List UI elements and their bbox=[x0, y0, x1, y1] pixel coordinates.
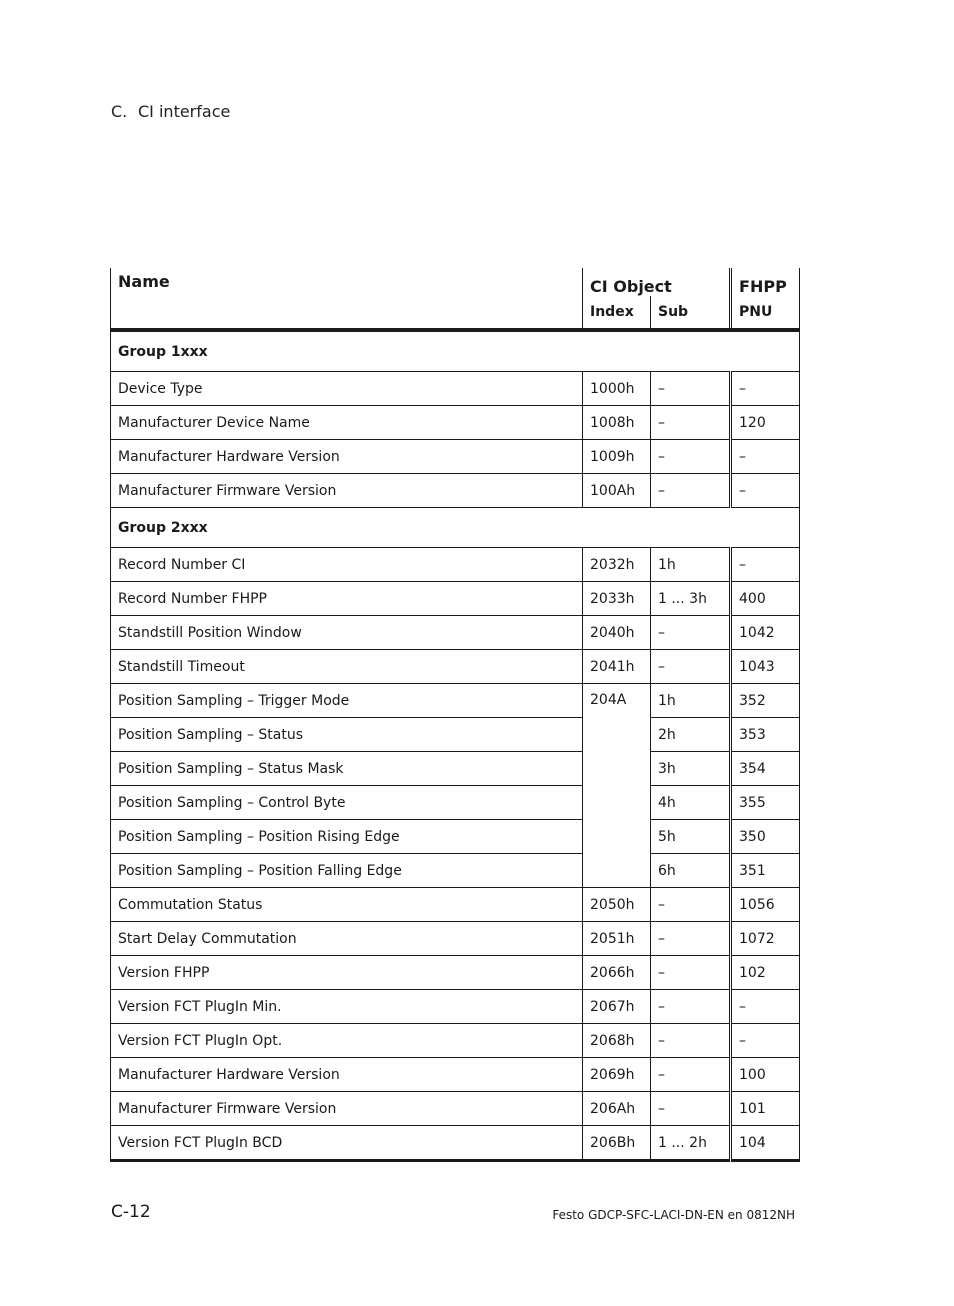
cell-pnu: 1043 bbox=[731, 650, 800, 684]
cell-pnu: 400 bbox=[731, 582, 800, 616]
cell-sub: – bbox=[651, 1058, 731, 1092]
cell-pnu: – bbox=[731, 1024, 800, 1058]
cell-sub: 3h bbox=[651, 752, 731, 786]
cell-name: Version FCT PlugIn BCD bbox=[111, 1126, 583, 1161]
table-row bbox=[111, 406, 800, 440]
cell-index: 2050h bbox=[583, 888, 651, 922]
cell-index: 2033h bbox=[583, 582, 651, 616]
ci-object-table bbox=[110, 268, 800, 1162]
cell-pnu: 1056 bbox=[731, 888, 800, 922]
table-row bbox=[111, 616, 800, 650]
group-label: Group 2xxx bbox=[111, 508, 800, 548]
cell-sub: – bbox=[651, 474, 731, 508]
cell-name: Manufacturer Hardware Version bbox=[111, 1058, 583, 1092]
section-number: C. bbox=[111, 102, 128, 121]
cell-sub: – bbox=[651, 440, 731, 474]
cell-pnu: 354 bbox=[731, 752, 800, 786]
table-row bbox=[111, 1058, 800, 1092]
cell-sub: 1h bbox=[651, 548, 731, 582]
header-pnu: PNU bbox=[731, 296, 800, 330]
cell-sub: – bbox=[651, 990, 731, 1024]
cell-name: Standstill Position Window bbox=[111, 616, 583, 650]
cell-sub: 1 ... 3h bbox=[651, 582, 731, 616]
cell-pnu: 104 bbox=[731, 1126, 800, 1161]
table-row bbox=[111, 1092, 800, 1126]
header-ci-object: CI Object bbox=[583, 268, 731, 296]
table-row bbox=[111, 990, 800, 1024]
cell-sub: – bbox=[651, 956, 731, 990]
cell-name: Position Sampling – Position Rising Edge bbox=[111, 820, 583, 854]
group-label: Group 1xxx bbox=[111, 330, 800, 372]
cell-sub: – bbox=[651, 616, 731, 650]
cell-sub: – bbox=[651, 888, 731, 922]
table-row bbox=[111, 820, 800, 854]
cell-name: Position Sampling – Position Falling Edge bbox=[111, 854, 583, 888]
cell-sub: 6h bbox=[651, 854, 731, 888]
cell-name: Record Number FHPP bbox=[111, 582, 583, 616]
cell-index: 206Bh bbox=[583, 1126, 651, 1161]
cell-pnu: 101 bbox=[731, 1092, 800, 1126]
cell-index: 2051h bbox=[583, 922, 651, 956]
table-row bbox=[111, 372, 800, 406]
cell-index: 204A bbox=[583, 684, 651, 888]
cell-name: Record Number CI bbox=[111, 548, 583, 582]
cell-name: Standstill Timeout bbox=[111, 650, 583, 684]
header-sub: Sub bbox=[651, 296, 731, 330]
cell-sub: – bbox=[651, 372, 731, 406]
cell-pnu: 102 bbox=[731, 956, 800, 990]
cell-index: 2068h bbox=[583, 1024, 651, 1058]
cell-pnu: 100 bbox=[731, 1058, 800, 1092]
cell-pnu: 1042 bbox=[731, 616, 800, 650]
cell-sub: – bbox=[651, 1024, 731, 1058]
cell-index: 2067h bbox=[583, 990, 651, 1024]
cell-name: Position Sampling – Status Mask bbox=[111, 752, 583, 786]
cell-sub: 1h bbox=[651, 684, 731, 718]
cell-name: Manufacturer Firmware Version bbox=[111, 474, 583, 508]
cell-pnu: 1072 bbox=[731, 922, 800, 956]
table-body bbox=[111, 330, 800, 1161]
cell-pnu: – bbox=[731, 474, 800, 508]
table-row bbox=[111, 684, 800, 718]
document-id: Festo GDCP-SFC-LACI-DN-EN en 0812NH bbox=[552, 1208, 795, 1222]
cell-pnu: 352 bbox=[731, 684, 800, 718]
header-index: Index bbox=[583, 296, 651, 330]
cell-index: 1008h bbox=[583, 406, 651, 440]
cell-index: 2040h bbox=[583, 616, 651, 650]
table-row bbox=[111, 650, 800, 684]
cell-name: Manufacturer Hardware Version bbox=[111, 440, 583, 474]
section-title: CI interface bbox=[138, 102, 231, 121]
cell-name: Manufacturer Firmware Version bbox=[111, 1092, 583, 1126]
table-row bbox=[111, 474, 800, 508]
cell-name: Device Type bbox=[111, 372, 583, 406]
table-row bbox=[111, 888, 800, 922]
cell-pnu: – bbox=[731, 372, 800, 406]
table-row bbox=[111, 922, 800, 956]
cell-pnu: 120 bbox=[731, 406, 800, 440]
cell-pnu: – bbox=[731, 548, 800, 582]
cell-sub: 2h bbox=[651, 718, 731, 752]
section-header bbox=[111, 102, 230, 121]
cell-index: 2066h bbox=[583, 956, 651, 990]
cell-name: Version FCT PlugIn Opt. bbox=[111, 1024, 583, 1058]
cell-pnu: – bbox=[731, 990, 800, 1024]
cell-index: 2041h bbox=[583, 650, 651, 684]
cell-name: Version FHPP bbox=[111, 956, 583, 990]
cell-name: Commutation Status bbox=[111, 888, 583, 922]
page-number: C-12 bbox=[111, 1202, 151, 1222]
table-row bbox=[111, 1126, 800, 1161]
cell-pnu: 350 bbox=[731, 820, 800, 854]
table-row bbox=[111, 854, 800, 888]
cell-sub: 1 ... 2h bbox=[651, 1126, 731, 1161]
cell-sub: – bbox=[651, 1092, 731, 1126]
cell-index: 1000h bbox=[583, 372, 651, 406]
cell-pnu: 351 bbox=[731, 854, 800, 888]
cell-sub: 5h bbox=[651, 820, 731, 854]
header-fhpp: FHPP bbox=[731, 268, 800, 296]
cell-sub: – bbox=[651, 922, 731, 956]
cell-index: 2032h bbox=[583, 548, 651, 582]
table-row bbox=[111, 440, 800, 474]
table-row bbox=[111, 786, 800, 820]
cell-pnu: – bbox=[731, 440, 800, 474]
cell-index: 100Ah bbox=[583, 474, 651, 508]
table-row bbox=[111, 1024, 800, 1058]
table-row bbox=[111, 718, 800, 752]
cell-index: 2069h bbox=[583, 1058, 651, 1092]
cell-sub: – bbox=[651, 650, 731, 684]
table-row bbox=[111, 548, 800, 582]
cell-name: Manufacturer Device Name bbox=[111, 406, 583, 440]
table-row bbox=[111, 956, 800, 990]
group-row bbox=[111, 508, 800, 548]
header-name: Name bbox=[111, 268, 583, 330]
table-row bbox=[111, 752, 800, 786]
group-row bbox=[111, 330, 800, 372]
cell-name: Start Delay Commutation bbox=[111, 922, 583, 956]
cell-pnu: 355 bbox=[731, 786, 800, 820]
cell-index: 206Ah bbox=[583, 1092, 651, 1126]
cell-name: Version FCT PlugIn Min. bbox=[111, 990, 583, 1024]
cell-name: Position Sampling – Trigger Mode bbox=[111, 684, 583, 718]
cell-pnu: 353 bbox=[731, 718, 800, 752]
cell-name: Position Sampling – Status bbox=[111, 718, 583, 752]
cell-sub: – bbox=[651, 406, 731, 440]
cell-name: Position Sampling – Control Byte bbox=[111, 786, 583, 820]
cell-sub: 4h bbox=[651, 786, 731, 820]
table-row bbox=[111, 582, 800, 616]
cell-index: 1009h bbox=[583, 440, 651, 474]
